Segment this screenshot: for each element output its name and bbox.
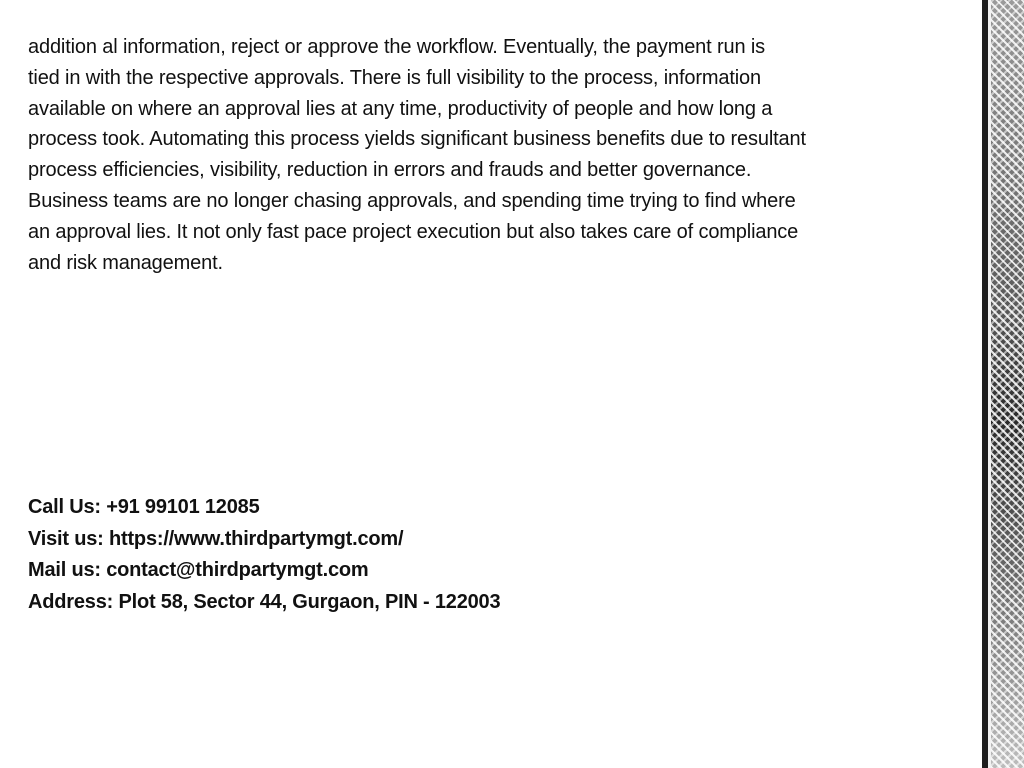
paragraph-line: Business teams are no longer chasing approvals, and spending time trying to find where [28, 189, 796, 212]
contact-block [28, 492, 728, 618]
paragraph-line: tied in with the respective approvals. There is full visibility to the process, information [28, 66, 761, 89]
paragraph-line: an approval lies. It not only fast pace project execution but also takes care of compliance [28, 220, 799, 243]
border-texture-pattern [991, 0, 1024, 768]
address-text: Address: Plot 58, Sector 44, Gurgaon, PIN - 122003 [28, 590, 501, 613]
paragraph-line: and risk management. [28, 251, 223, 274]
mail-us-link[interactable]: Mail us: contact@thirdpartymgt.com [28, 559, 369, 581]
body-paragraph [28, 32, 968, 278]
paragraph-line: addition al information, reject or approve the workflow. Eventually, the payment run is [28, 36, 765, 58]
call-us-text: Call Us: +91 99101 12085 [28, 496, 260, 518]
visit-us-link[interactable]: Visit us: https://www.thirdpartymgt.com/ [28, 527, 404, 550]
decorative-side-border [976, 0, 1024, 768]
paragraph-line: available on where an approval lies at any time, productivity of people and how long a [28, 97, 773, 120]
paragraph-line: process efficiencies, visibility, reduction in errors and frauds and better governance. [28, 159, 752, 182]
paragraph-line: process took. Automating this process yields significant business benefits due to resultant [28, 128, 806, 151]
